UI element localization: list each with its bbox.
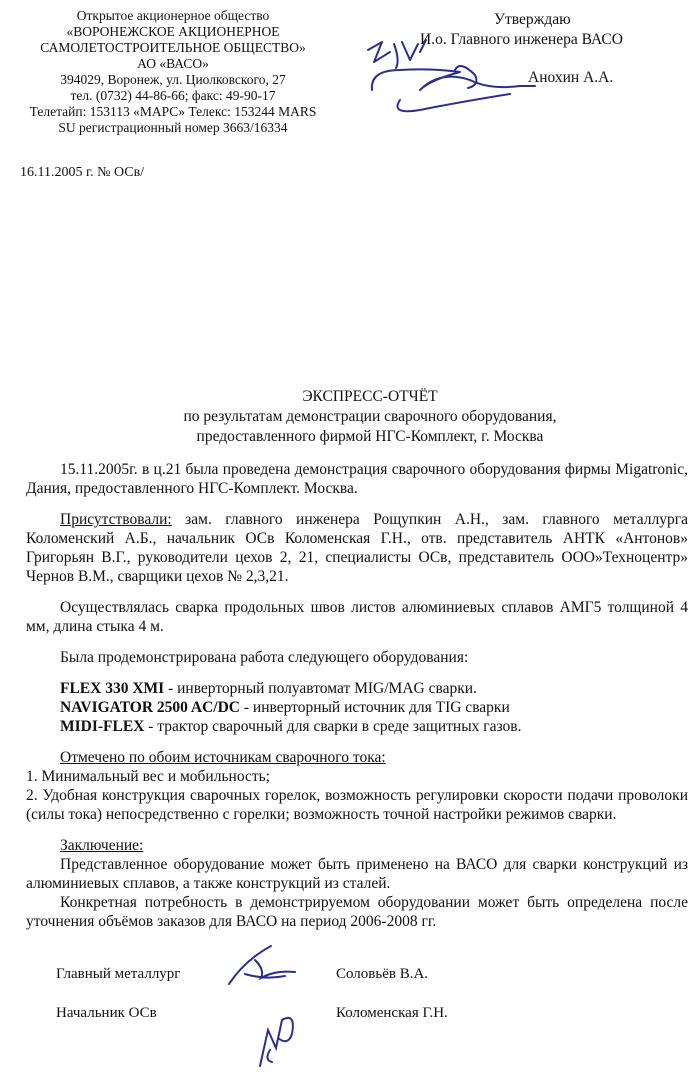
signature-position-1: Главный металлург [56,966,181,982]
equipment-name: FLEX 330 XMI [60,680,165,697]
conclusion-heading: Заключение: [60,837,144,854]
equipment-item [26,717,688,736]
noted-heading: Отмечено по обоим источникам сварочного тока: [60,749,386,766]
letterhead-line: Телетайп: 153113 «МАРС» Телекс: 153244 MARS [29,104,317,119]
noted-item: 2. Удобная конструкция сварочных горелок, возможность регулировки скорости подачи проволоки (силы тока) непосредственно с горелки; возможность точной настройки режимов сварки. [26,787,688,823]
signature-position-2: Начальник ОСв [56,1005,157,1021]
noted-item: 1. Минимальный вес и мобильность; [26,768,270,785]
letterhead [18,8,328,136]
report-subtitle-1: по результатам демонстрации сварочного оборудования, [183,408,557,425]
paragraph-attendees [26,510,688,586]
equipment-item [26,698,688,717]
attendees-label: Присутствовали: [60,511,172,528]
approval-heading: Утверждаю [494,11,571,28]
report-title-main: ЭКСПРЕСС-ОТЧЁТ [302,388,438,405]
paragraph-intro: 15.11.2005г. в ц.21 была проведена демонстрация сварочного оборудования фирмы Migatronic, Дания, предоставленного НГС-Комплект. Москва. [26,461,688,497]
letterhead-line: 394029, Воронеж, ул. Циолковского, 27 [60,72,286,87]
paragraph-equipment-intro: Была продемонстрирована работа следующего оборудования: [60,649,469,666]
letterhead-line: SU регистрационный номер 3663/16334 [58,120,288,135]
signature-name-1: Соловьёв В.А. [336,966,429,982]
letterhead-line: САМОЛЕТОСТРОИТЕЛЬНОЕ ОБЩЕСТВО» [40,40,306,55]
equipment-name: MIDI-FLEX [60,718,145,735]
letterhead-line: «ВОРОНЕЖСКОЕ АКЦИОНЕРНОЕ [66,24,280,39]
conclusion-paragraph-1: Представленное оборудование может быть применено на ВАСО для сварки конструкций из алюминиевых сплавов, а также конструкций из сталей. [26,856,688,892]
equipment-desc: - трактор сварочный для сварки в среде защитных газов. [144,718,522,735]
signature-1-scribble [215,940,315,990]
equipment-name: NAVIGATOR 2500 AC/DC [60,699,240,716]
conclusion-paragraph-2: Конкретная потребность в демонстрируемом оборудовании может быть определена после уточнения объёмов заказов для ВАСО на период 2006-2008 гг. [26,894,688,930]
report-body [26,460,688,943]
approval-name: Анохин А.А. [528,69,614,86]
letterhead-line: тел. (0732) 44-86-66; факс: 49-90-17 [70,88,276,103]
equipment-item [26,679,688,698]
letterhead-line: Открытое акционерное общество [76,8,270,23]
attendees-text: зам. главного инженера Рощупкин А.Н., зам. главного металлурга Коломенский А.Б., начальник ОСв Коломенская Г.Н., отв. представитель АНТК «Антонов» Григорьян В.Г., руководители цехов 2, 21, специалисты ОСв, представитель ООО»Техноцентр» Чернов В.М., сварщики цехов № 2,3,21. [26,511,688,585]
conclusion-section [26,836,688,931]
letterhead-line: АО «ВАСО» [137,56,209,71]
document-reference: 16.11.2005 г. № ОСв/ [20,165,145,180]
equipment-list [26,679,688,736]
approval-block [398,10,678,88]
approval-position: И.о. Главного инженера ВАСО [420,31,623,48]
equipment-desc: - инверторный полуавтомат MIG/MAG сварки. [164,680,477,697]
equipment-desc: - инверторный источник для TIG сварки [240,699,510,716]
signature-name-2: Коломенская Г.Н. [336,1005,448,1021]
signature-2-scribble [240,990,320,1070]
noted-section [26,748,688,824]
report-subtitle-2: предоставленного фирмой НГС-Комплект, г. Москва [196,428,544,445]
report-title [120,387,620,447]
paragraph-welding: Осуществлялась сварка продольных швов листов алюминиевых сплавов АМГ5 толщиной 4 мм, длина стыка 4 м. [26,599,688,635]
